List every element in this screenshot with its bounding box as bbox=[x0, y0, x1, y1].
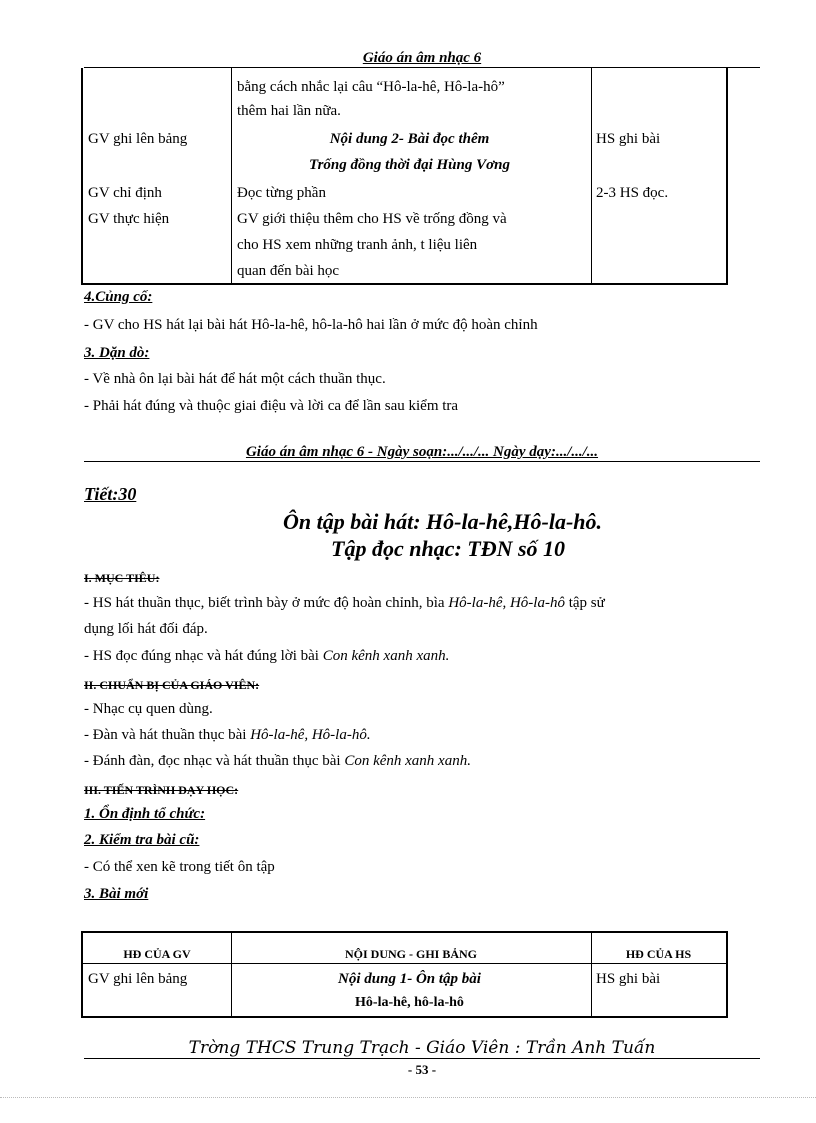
lesson-header: Giáo án âm nhạc 6 - Ngày soạn:.../.../... Ngày dạy:.../.../... bbox=[245, 444, 599, 460]
paragraph: - Về nhà ôn lại bài hát để hát một cách thuần thục. bbox=[84, 371, 386, 387]
table-header: HĐ CỦA GV bbox=[123, 947, 191, 961]
paragraph bbox=[84, 595, 605, 612]
lesson-number: Tiết:30 bbox=[84, 484, 137, 504]
paragraph: - Nhạc cụ quen dùng. bbox=[84, 701, 213, 717]
section-heading: I. MỤC TIÊU: bbox=[84, 571, 160, 585]
table-cell-middle: GV giới thiệu thêm cho HS về trống đồng và bbox=[237, 211, 507, 227]
subsection-heading: 1. Ổn định tổ chức: bbox=[84, 806, 206, 822]
table-cell-middle: Hô-la-hê, hô-la-hô bbox=[355, 995, 464, 1010]
paragraph: - GV cho HS hát lại bài hát Hô-la-hê, hô-la-hô hai lần ở mức độ hoàn chỉnh bbox=[84, 317, 538, 333]
table-cell-right: HS ghi bài bbox=[596, 971, 661, 987]
section-heading: 4.Củng cố: bbox=[84, 289, 153, 305]
table-cell-middle: Nội dung 2- Bài đọc thêm bbox=[329, 131, 490, 147]
table-divider bbox=[591, 68, 592, 283]
paragraph: - Có thể xen kẽ trong tiết ôn tập bbox=[84, 859, 275, 875]
table-header: HĐ CỦA HS bbox=[625, 947, 692, 961]
paragraph: - Phải hát đúng và thuộc giai điệu và lời ca để lần sau kiểm tra bbox=[84, 398, 459, 414]
table-cell-left: GV thực hiện bbox=[88, 211, 170, 227]
song-name: Con kênh xanh xanh. bbox=[344, 753, 471, 769]
table-cell-middle: quan đến bài học bbox=[237, 263, 340, 279]
table-divider bbox=[591, 933, 592, 1016]
song-name: Hô-la-hê, Hô-la-hô. bbox=[250, 727, 371, 743]
table-cell-left: GV ghi lên bảng bbox=[88, 131, 188, 147]
text: - HS đọc đúng nhạc và hát đúng lời bài bbox=[84, 648, 323, 664]
subsection-heading: 3. Bài mới bbox=[84, 886, 149, 902]
table-cell-left: GV chỉ định bbox=[88, 185, 162, 201]
table-cell-right: HS ghi bài bbox=[596, 131, 661, 147]
text: tập sử bbox=[564, 595, 605, 611]
page-number: - 53 - bbox=[407, 1062, 437, 1077]
table-header: NỘI DUNG - GHI BẢNG bbox=[344, 947, 477, 961]
table-divider bbox=[83, 963, 726, 964]
paragraph: dụng lối hát đối đáp. bbox=[84, 621, 208, 637]
table-cell-middle: bằng cách nhắc lại câu “Hô-la-hê, Hô-la-hô” bbox=[237, 79, 505, 95]
paragraph bbox=[84, 648, 449, 665]
table-cell-left: GV ghi lên bảng bbox=[88, 971, 188, 987]
footer-rule bbox=[84, 1058, 760, 1059]
page-edge bbox=[0, 1097, 816, 1098]
table-cell-middle: Nội dung 1- Ôn tập bài bbox=[338, 971, 481, 987]
table-cell-middle: cho HS xem những tranh ảnh, t liệu liên bbox=[237, 237, 478, 253]
table-cell-right: 2-3 HS đọc. bbox=[596, 185, 669, 201]
paragraph bbox=[84, 753, 471, 770]
text: - Đàn và hát thuần thục bài bbox=[84, 727, 251, 743]
table-cell-middle: Trống đồng thời đại Hùng Vơng bbox=[308, 157, 511, 173]
subsection-heading: 2. Kiểm tra bài cũ: bbox=[84, 832, 200, 848]
paragraph bbox=[84, 727, 371, 744]
song-name: Hô-la-hê, Hô-la-hô bbox=[448, 595, 565, 611]
section-heading: II. CHUẨN BỊ CỦA GIÁO VIÊN: bbox=[84, 678, 260, 692]
section-heading: III. TIẾN TRÌNH DẠY HỌC: bbox=[84, 783, 239, 797]
text: - HS hát thuần thục, biết trình bày ở mức độ hoàn chỉnh, bìa bbox=[84, 595, 449, 611]
page-footer: Trờng THCS Trung Trạch - Giáo Viên : Trần Anh Tuấn bbox=[188, 1038, 656, 1058]
header-rule bbox=[84, 461, 760, 462]
song-name: Con kênh xanh xanh. bbox=[322, 648, 450, 664]
page-header: Giáo án âm nhạc 6 bbox=[362, 50, 482, 66]
section-heading: 3. Dặn dò: bbox=[84, 345, 150, 361]
lesson-title-2: Tập đọc nhạc: TĐN số 10 bbox=[331, 536, 566, 561]
text: - Đánh đàn, đọc nhạc và hát thuần thục bài bbox=[84, 753, 345, 769]
table-cell-middle: Đọc từng phần bbox=[237, 185, 326, 201]
lesson-title-1: Ôn tập bài hát: Hô-la-hê,Hô-la-hô. bbox=[283, 509, 603, 534]
table-cell-middle: thêm hai lần nữa. bbox=[237, 103, 341, 119]
